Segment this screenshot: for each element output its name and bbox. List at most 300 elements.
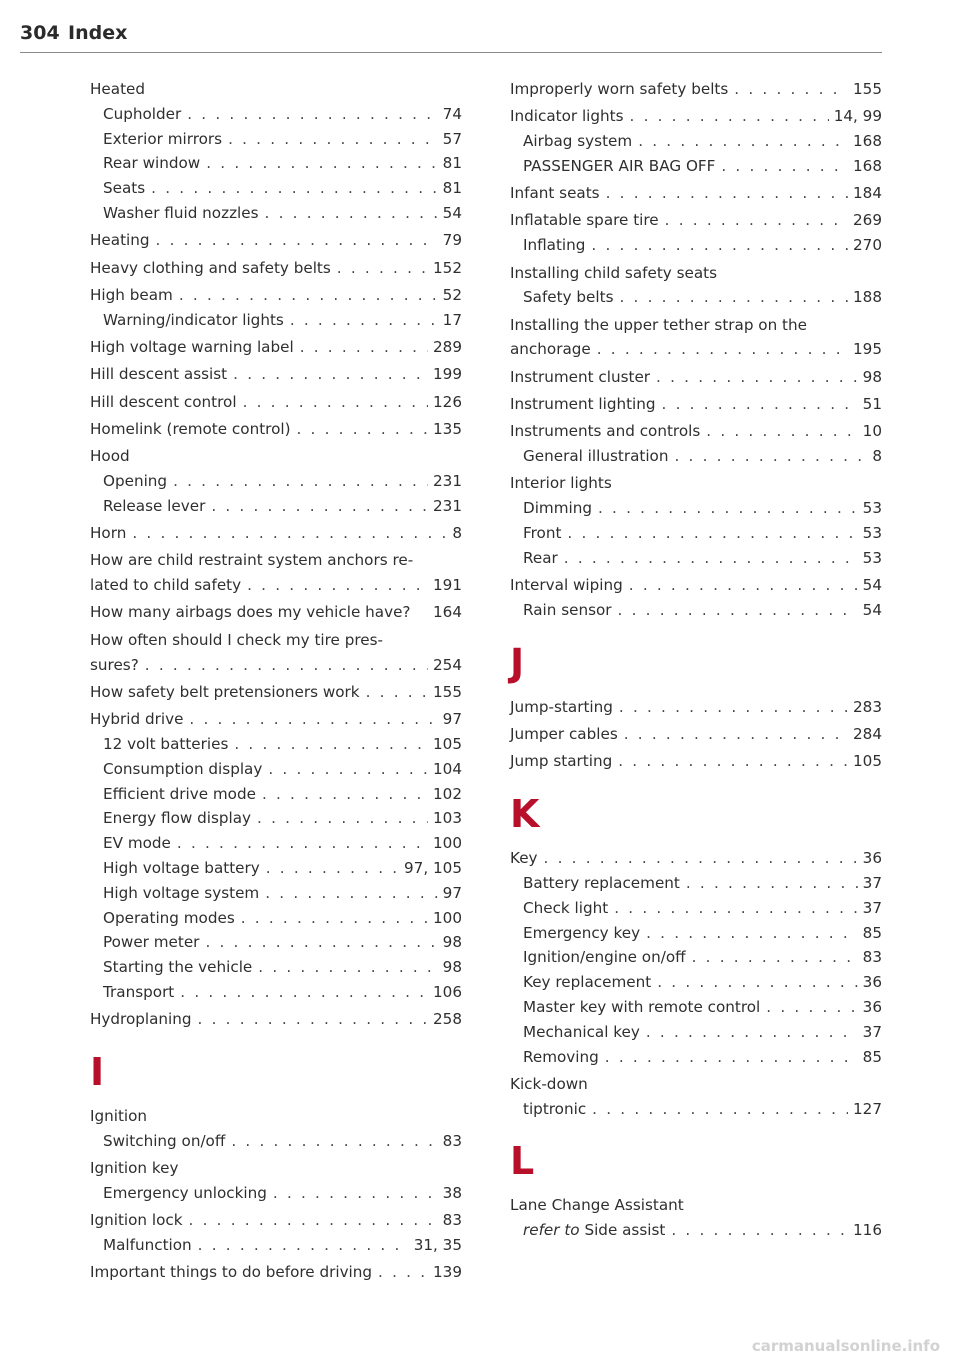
index-entry xyxy=(90,390,462,415)
index-entry xyxy=(510,261,882,286)
index-entry xyxy=(510,208,882,233)
leader-dots xyxy=(646,921,858,946)
entry-label: Seats xyxy=(103,179,146,198)
page-reference: 254 xyxy=(433,655,462,674)
index-subentry xyxy=(90,151,462,176)
leader-dots xyxy=(228,127,438,152)
entry-label: Installing the upper tether strap on the xyxy=(510,315,807,334)
index-entry xyxy=(90,653,462,678)
entry-label: Master key with remote control xyxy=(523,997,761,1016)
leader-dots xyxy=(657,970,857,995)
index-subentry xyxy=(510,154,882,179)
index-entry xyxy=(90,1104,462,1129)
page-reference: 97 xyxy=(442,710,462,729)
leader-dots xyxy=(614,896,857,921)
entry-label: Side assist xyxy=(584,1221,666,1240)
index-subentry xyxy=(510,871,882,896)
page-reference: 289 xyxy=(433,337,462,356)
leader-dots xyxy=(591,233,848,258)
index-subentry xyxy=(90,906,462,931)
entry-label: Important things to do before driving xyxy=(90,1263,373,1282)
entry-label: Inflating xyxy=(523,236,586,255)
entry-label: Mechanical key xyxy=(523,1022,640,1041)
index-subentry xyxy=(90,732,462,757)
page-reference: 83 xyxy=(862,948,882,967)
index-entry xyxy=(510,846,882,871)
entry-label: Hydroplaning xyxy=(90,1010,192,1029)
leader-dots xyxy=(132,521,447,546)
index-entry xyxy=(90,362,462,387)
index-subentry xyxy=(510,521,882,546)
index-entry xyxy=(90,1208,462,1233)
entry-label: Emergency key xyxy=(523,923,641,942)
entry-label: Rear xyxy=(523,548,558,567)
entry-label: High voltage system xyxy=(103,883,260,902)
entry-label: Power meter xyxy=(103,933,200,952)
entry-label: Consumption display xyxy=(103,759,263,778)
leader-dots xyxy=(618,749,848,774)
index-subentry xyxy=(90,881,462,906)
entry-label: EV mode xyxy=(103,834,171,853)
leader-dots xyxy=(619,695,848,720)
leader-dots xyxy=(180,980,428,1005)
leader-dots xyxy=(290,308,438,333)
page-reference: 10 xyxy=(862,422,882,441)
page-reference: 152 xyxy=(433,258,462,277)
leader-dots xyxy=(189,1208,438,1233)
leader-dots xyxy=(665,208,848,233)
leader-dots xyxy=(177,831,428,856)
entry-label: Instruments and controls xyxy=(510,422,701,441)
entry-label: Lane Change Assistant xyxy=(510,1196,684,1215)
index-entry xyxy=(510,695,882,720)
page-reference: 57 xyxy=(442,129,462,148)
entry-label: Safety belts xyxy=(523,288,614,307)
index-subentry xyxy=(510,1045,882,1070)
leader-dots xyxy=(605,1045,858,1070)
page-reference: 100 xyxy=(433,908,462,927)
leader-dots xyxy=(179,283,438,308)
leader-dots xyxy=(211,494,428,519)
index-entry xyxy=(90,444,462,469)
index-subentry xyxy=(90,831,462,856)
page-reference: 283 xyxy=(853,697,882,716)
entry-label: Interior lights xyxy=(510,474,612,493)
leader-dots xyxy=(262,782,428,807)
entry-label: How often should I check my tire pres- xyxy=(90,630,383,649)
page-reference: 37 xyxy=(862,1022,882,1041)
leader-dots xyxy=(189,707,437,732)
index-subentry xyxy=(510,1097,882,1122)
page-reference: 139 xyxy=(433,1263,462,1282)
leader-dots xyxy=(721,154,848,179)
index-column-right xyxy=(510,77,882,1243)
page-reference: 104 xyxy=(433,759,462,778)
leader-dots xyxy=(234,732,428,757)
entry-label: How many airbags does my vehicle have? xyxy=(90,603,411,622)
leader-dots xyxy=(206,151,437,176)
page-reference: 231 xyxy=(433,471,462,490)
page-reference: 103 xyxy=(433,809,462,828)
leader-dots xyxy=(273,1181,438,1206)
entry-label: Switching on/off xyxy=(103,1131,226,1150)
entry-label: Efficient drive mode xyxy=(103,784,256,803)
leader-dots xyxy=(366,680,428,705)
page-reference: 54 xyxy=(862,576,882,595)
entry-label: PASSENGER AIR BAG OFF xyxy=(523,156,716,175)
index-subentry xyxy=(90,757,462,782)
page-reference: 284 xyxy=(853,725,882,744)
leader-dots xyxy=(592,1097,848,1122)
page-reference: 97, 105 xyxy=(404,858,462,877)
page-header xyxy=(20,22,882,53)
page-reference: 51 xyxy=(862,395,882,414)
page-reference: 98 xyxy=(862,367,882,386)
entry-label: Release lever xyxy=(103,496,206,515)
page-reference: 106 xyxy=(433,982,462,1001)
entry-label: Hill descent control xyxy=(90,392,237,411)
page-reference: 127 xyxy=(853,1099,882,1118)
section-letter: L xyxy=(510,1139,535,1184)
leader-dots xyxy=(173,469,428,494)
leader-dots xyxy=(247,573,428,598)
index-entry xyxy=(90,77,462,102)
entry-label: sures? xyxy=(90,655,139,674)
page-number: 304 xyxy=(20,22,60,44)
index-entry xyxy=(510,337,882,362)
index-subentry xyxy=(510,921,882,946)
entry-label: Warning/indicator lights xyxy=(103,310,284,329)
index-subentry xyxy=(510,233,882,258)
index-subentry xyxy=(90,308,462,333)
page-reference: 8 xyxy=(872,447,882,466)
index-subentry xyxy=(90,980,462,1005)
index-entry xyxy=(90,283,462,308)
section-letter: J xyxy=(510,640,525,685)
entry-label: Dimming xyxy=(523,499,592,518)
index-entry xyxy=(90,707,462,732)
page-reference: 54 xyxy=(862,600,882,619)
entry-label: 12 volt batteries xyxy=(103,734,229,753)
index-entry xyxy=(90,521,462,546)
entry-label: Inflatable spare tire xyxy=(510,211,659,230)
index-entry xyxy=(510,392,882,417)
leader-dots xyxy=(198,1233,409,1258)
index-subentry xyxy=(510,598,882,623)
leader-dots xyxy=(618,598,858,623)
index-subentry xyxy=(510,129,882,154)
leader-dots xyxy=(662,392,858,417)
entry-label: Cupholder xyxy=(103,104,182,123)
entry-label: Rain sensor xyxy=(523,600,612,619)
entry-label: Key xyxy=(510,849,538,868)
entry-label: Horn xyxy=(90,524,127,543)
index-entry xyxy=(90,417,462,442)
entry-label: Front xyxy=(523,524,562,543)
index-entry xyxy=(510,722,882,747)
page-reference: 184 xyxy=(853,184,882,203)
entry-label: How are child restraint system anchors re- xyxy=(90,551,414,570)
entry-label: Kick-down xyxy=(510,1074,588,1093)
page-reference: 135 xyxy=(433,419,462,438)
cross-reference-prefix: refer to xyxy=(523,1221,580,1240)
page-reference: 105 xyxy=(433,734,462,753)
index-subentry xyxy=(90,102,462,127)
index-entry xyxy=(510,1072,882,1097)
entry-label: Jump-starting xyxy=(510,697,613,716)
page-reference: 98 xyxy=(442,958,462,977)
index-entry xyxy=(90,1007,462,1032)
index-subentry xyxy=(510,970,882,995)
index-entry xyxy=(90,680,462,705)
leader-dots xyxy=(646,1020,858,1045)
index-subentry xyxy=(90,469,462,494)
entry-label: Airbag system xyxy=(523,132,633,151)
page-reference: 8 xyxy=(452,524,462,543)
leader-dots xyxy=(205,930,437,955)
page-reference: 116 xyxy=(853,1221,882,1240)
page-reference: 126 xyxy=(433,392,462,411)
entry-label: Battery replacement xyxy=(523,873,680,892)
entry-label: Improperly worn safety belts xyxy=(510,80,729,98)
entry-label: Instrument lighting xyxy=(510,395,656,414)
leader-dots xyxy=(766,995,857,1020)
page-reference: 191 xyxy=(433,576,462,595)
index-entry xyxy=(510,181,882,206)
page-reference: 85 xyxy=(862,1047,882,1066)
index-subentry xyxy=(90,782,462,807)
leader-dots xyxy=(231,1129,437,1154)
leader-dots xyxy=(300,335,428,360)
entry-label: Indicator lights xyxy=(510,107,624,126)
page-reference: 85 xyxy=(862,923,882,942)
entry-label: Heavy clothing and safety belts xyxy=(90,258,331,277)
leader-dots xyxy=(257,806,428,831)
index-subentry xyxy=(90,806,462,831)
page-reference: 155 xyxy=(433,682,462,701)
page-reference: 38 xyxy=(442,1183,462,1202)
entry-label: Installing child safety seats xyxy=(510,263,718,282)
leader-dots xyxy=(629,573,858,598)
entry-label: How safety belt pretensioners work xyxy=(90,682,360,701)
index-subentry xyxy=(510,546,882,571)
page-reference: 269 xyxy=(853,211,882,230)
leader-dots xyxy=(734,77,848,102)
page-reference: 31, 35 xyxy=(413,1235,462,1254)
leader-dots xyxy=(674,444,867,469)
index-subentry xyxy=(510,1218,882,1243)
index-subentry xyxy=(510,496,882,521)
leader-dots xyxy=(268,757,428,782)
index-entry xyxy=(90,256,462,281)
entry-label: Ignition xyxy=(90,1106,148,1125)
leader-dots xyxy=(266,856,399,881)
index-entry xyxy=(510,471,882,496)
page-reference: 53 xyxy=(862,548,882,567)
leader-dots xyxy=(378,1260,428,1285)
page-reference: 14, 99 xyxy=(833,107,882,126)
index-subentry xyxy=(90,176,462,201)
index-subentry xyxy=(90,1233,462,1258)
index-entry xyxy=(90,335,462,360)
page-reference: 37 xyxy=(862,873,882,892)
page-reference: 199 xyxy=(433,365,462,384)
index-subentry xyxy=(510,444,882,469)
entry-label: Energy flow display xyxy=(103,809,252,828)
page-reference: 188 xyxy=(853,288,882,307)
page-reference: 195 xyxy=(853,340,882,359)
page-reference: 102 xyxy=(433,784,462,803)
index-subentry xyxy=(90,930,462,955)
index-subentry xyxy=(90,955,462,980)
entry-label: High voltage warning label xyxy=(90,337,294,356)
index-subentry xyxy=(90,856,462,881)
index-entry xyxy=(510,419,882,444)
leader-dots xyxy=(606,181,848,206)
entry-label: High voltage battery xyxy=(103,858,260,877)
leader-dots xyxy=(638,129,848,154)
index-entry xyxy=(90,600,462,625)
page-reference: 36 xyxy=(862,997,882,1016)
leader-dots xyxy=(187,102,437,127)
index-subentry xyxy=(510,995,882,1020)
index-entry xyxy=(510,104,882,129)
entry-label: tiptronic xyxy=(523,1099,587,1118)
index-entry xyxy=(510,749,882,774)
index-entry xyxy=(510,313,882,338)
entry-label: Interval wiping xyxy=(510,576,623,595)
leader-dots xyxy=(597,337,848,362)
page-title: Index xyxy=(68,22,128,44)
index-subentry xyxy=(90,201,462,226)
section-letter: I xyxy=(90,1049,105,1094)
index-subentry xyxy=(90,127,462,152)
page-reference: 97 xyxy=(442,883,462,902)
index-subentry xyxy=(90,1181,462,1206)
page-reference: 79 xyxy=(442,231,462,250)
entry-label: Hybrid drive xyxy=(90,710,184,729)
page-reference: 270 xyxy=(853,236,882,255)
entry-label: Homelink (remote control) xyxy=(90,419,291,438)
page-reference: 53 xyxy=(862,499,882,518)
entry-label: Opening xyxy=(103,471,168,490)
index-subentry xyxy=(510,285,882,310)
entry-label: Ignition lock xyxy=(90,1211,183,1230)
section-letter: K xyxy=(510,792,540,837)
leader-dots xyxy=(151,176,438,201)
entry-label: Emergency unlocking xyxy=(103,1183,267,1202)
entry-label: Instrument cluster xyxy=(510,367,651,386)
leader-dots xyxy=(619,285,848,310)
entry-label-group xyxy=(523,1218,665,1243)
leader-dots xyxy=(258,955,437,980)
leader-dots xyxy=(630,104,829,129)
index-entry xyxy=(90,1260,462,1285)
page-reference: 231 xyxy=(433,496,462,515)
entry-label: Key replacement xyxy=(523,973,652,992)
entry-label: High beam xyxy=(90,285,173,304)
entry-label: lated to child safety xyxy=(90,576,242,595)
page-reference: 36 xyxy=(862,849,882,868)
index-entry xyxy=(90,228,462,253)
leader-dots xyxy=(692,945,858,970)
page-reference: 52 xyxy=(442,285,462,304)
entry-label: Infant seats xyxy=(510,184,600,203)
entry-label: Transport xyxy=(103,982,175,1001)
leader-dots xyxy=(598,496,858,521)
leader-dots xyxy=(624,722,848,747)
entry-label: Ignition key xyxy=(90,1159,179,1178)
page-reference: 258 xyxy=(433,1010,462,1029)
page-reference: 74 xyxy=(442,104,462,123)
entry-label: Hill descent assist xyxy=(90,365,228,384)
entry-label: Check light xyxy=(523,898,609,917)
leader-dots xyxy=(145,653,428,678)
page-reference: 168 xyxy=(853,156,882,175)
leader-dots xyxy=(297,417,429,442)
entry-label: Heated xyxy=(90,80,146,98)
page-reference: 105 xyxy=(853,752,882,771)
leader-dots xyxy=(671,1218,848,1243)
index-column-left xyxy=(90,77,462,1285)
index-entry xyxy=(90,548,462,573)
page-reference: 155 xyxy=(853,80,882,98)
page-reference: 54 xyxy=(442,203,462,222)
index-entry xyxy=(90,573,462,598)
entry-label: Starting the vehicle xyxy=(103,958,253,977)
entry-label: General illustration xyxy=(523,447,669,466)
leader-dots xyxy=(243,390,428,415)
watermark: carmanualsonline.info xyxy=(751,1337,940,1355)
leader-dots xyxy=(656,365,858,390)
page-reference: 83 xyxy=(442,1211,462,1230)
entry-label: Jump starting xyxy=(510,752,613,771)
entry-label: Operating modes xyxy=(103,908,235,927)
leader-dots xyxy=(265,881,437,906)
leader-dots xyxy=(337,256,428,281)
entry-label: Hood xyxy=(90,447,130,466)
index-subentry xyxy=(90,1129,462,1154)
entry-label: anchorage xyxy=(510,340,591,359)
page-reference: 81 xyxy=(442,154,462,173)
leader-dots xyxy=(156,228,438,253)
index-subentry xyxy=(510,896,882,921)
leader-dots xyxy=(241,906,428,931)
entry-label: Rear window xyxy=(103,154,201,173)
page-reference: 81 xyxy=(442,179,462,198)
index-entry xyxy=(510,1193,882,1218)
page-reference: 53 xyxy=(862,524,882,543)
leader-dots xyxy=(686,871,858,896)
entry-label: Washer fluid nozzles xyxy=(103,203,259,222)
page-reference: 37 xyxy=(862,898,882,917)
index-subentry xyxy=(510,945,882,970)
page-reference: 168 xyxy=(853,132,882,151)
page-reference: 164 xyxy=(433,603,462,622)
index-entry xyxy=(90,628,462,653)
leader-dots xyxy=(198,1007,428,1032)
entry-label: Ignition/engine on/off xyxy=(523,948,686,967)
leader-dots xyxy=(567,521,857,546)
entry-label: Exterior mirrors xyxy=(103,129,223,148)
index-entry xyxy=(510,573,882,598)
leader-dots xyxy=(265,201,438,226)
page-reference: 17 xyxy=(442,310,462,329)
leader-dots xyxy=(233,362,428,387)
page-reference: 98 xyxy=(442,933,462,952)
leader-dots xyxy=(564,546,858,571)
page-reference: 83 xyxy=(442,1131,462,1150)
